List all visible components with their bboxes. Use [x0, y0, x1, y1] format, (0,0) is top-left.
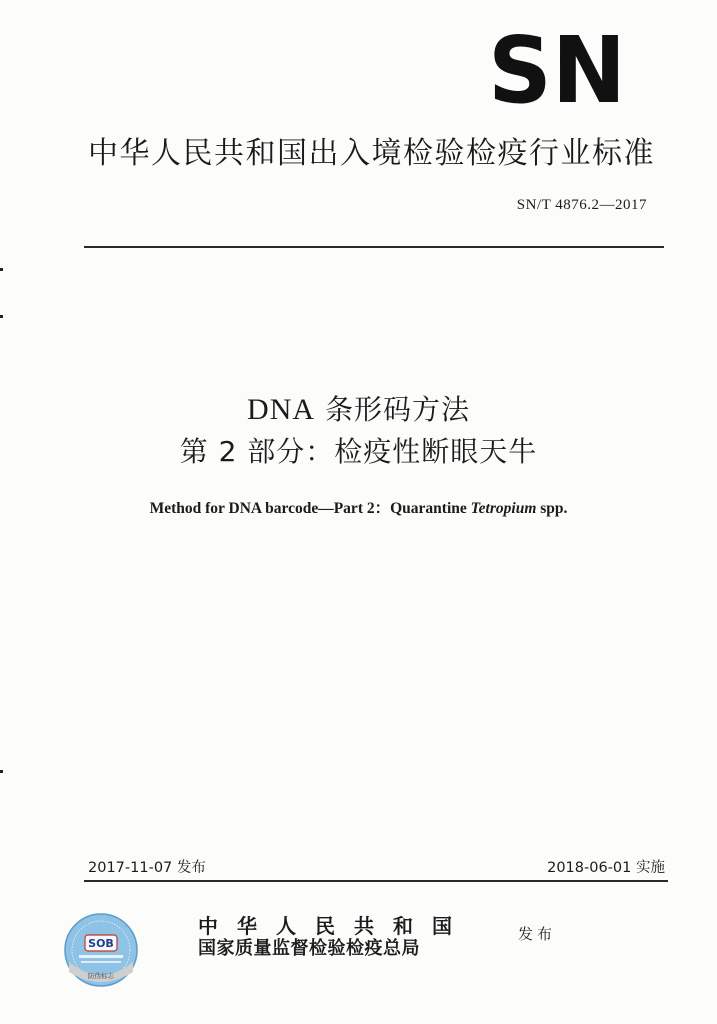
scan-edge-mark [0, 770, 3, 773]
svg-text:SOB: SOB [88, 937, 114, 950]
publish-date: 2017-11-07 发布 [88, 860, 206, 876]
header-divider [84, 246, 664, 248]
scan-edge-mark [0, 315, 3, 318]
implement-date: 2018-06-01 实施 [547, 860, 665, 876]
sn-logo [486, 30, 628, 108]
footer-divider [84, 880, 668, 882]
title-latin: DNA [247, 393, 316, 426]
english-title [0, 496, 717, 518]
title-chinese: 条形码方法 [315, 393, 470, 426]
svg-text:SN: SN [488, 30, 626, 108]
issue-label: 发布 [518, 925, 557, 943]
english-title-genus: Tetropium [470, 500, 537, 517]
standard-number: SN/T 4876.2—2017 [516, 197, 647, 213]
document-title-line1 [0, 388, 717, 428]
svg-text:防伪标志: 防伪标志 [88, 972, 114, 980]
scan-edge-mark [0, 268, 3, 271]
english-title-prefix: Method for DNA barcode—Part 2：Quarantine [149, 500, 471, 517]
document-title-line2: 第 2 部分：检疫性断眼天牛 [179, 435, 538, 468]
industry-standard-title: 中华人民共和国出入境检验检疫行业标准 [88, 136, 655, 171]
english-title-suffix: spp. [536, 500, 568, 517]
anti-counterfeit-seal-icon [63, 912, 139, 988]
issuer-country: 中华人民共和国 [198, 914, 471, 938]
issuer-agency: 国家质量监督检验检疫总局 [198, 938, 420, 959]
